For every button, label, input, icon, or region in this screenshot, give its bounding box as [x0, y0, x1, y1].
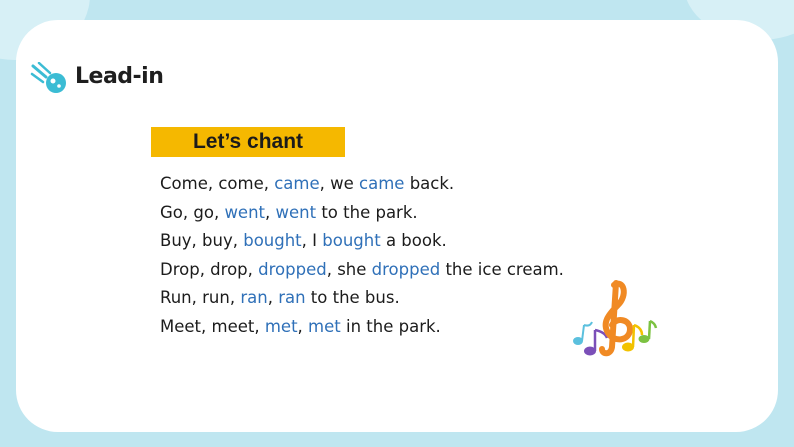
chant-text: Buy, buy, — [160, 231, 244, 251]
past-tense-word: went — [224, 202, 266, 222]
chant-text: , we — [319, 174, 360, 193]
past-tense-word: came — [359, 174, 405, 193]
past-tense-word: met — [264, 316, 298, 336]
chant-text: Meet, meet, — [160, 316, 265, 336]
chant-text: Go, go, — [160, 202, 225, 222]
chant-text: Run, run, — [160, 288, 241, 308]
chant-text: , she — [326, 259, 372, 279]
past-tense-word: came — [274, 174, 320, 193]
chant-line — [160, 227, 564, 256]
chant-line — [160, 170, 564, 199]
past-tense-word: met — [308, 316, 341, 336]
chant-text: to the bus. — [305, 288, 400, 308]
past-tense-word: dropped — [258, 259, 327, 279]
chant-banner — [151, 127, 345, 157]
past-tense-word: bought — [322, 231, 381, 251]
chant-text: a book. — [380, 231, 447, 251]
chant-text: back. — [404, 174, 455, 193]
past-tense-word: dropped — [371, 259, 441, 279]
chant-line — [160, 199, 564, 228]
chant-text: Drop, drop, — [160, 259, 259, 279]
chant-text: , — [297, 316, 309, 336]
chant-text: the ice cream. — [440, 259, 564, 279]
chant-text: , — [267, 288, 279, 308]
past-tense-word: ran — [240, 288, 268, 308]
comet-icon — [30, 62, 70, 96]
past-tense-word: bought — [243, 231, 302, 251]
chant-text: in the park. — [340, 316, 441, 336]
chant-line — [160, 313, 564, 342]
chant-text: to the park. — [316, 202, 418, 222]
chant-banner-label: Let’s chant — [192, 130, 304, 153]
music-notes-icon — [568, 275, 658, 360]
chant-text: Come, come, — [160, 174, 275, 193]
chant-text: , — [265, 202, 276, 222]
chant-line — [160, 256, 564, 285]
chant-line — [160, 284, 564, 313]
chant-text: , I — [301, 231, 323, 251]
past-tense-word: went — [275, 202, 317, 222]
past-tense-word: ran — [278, 288, 306, 308]
page-title: Lead-in — [75, 64, 164, 89]
chant-lines — [160, 170, 564, 342]
